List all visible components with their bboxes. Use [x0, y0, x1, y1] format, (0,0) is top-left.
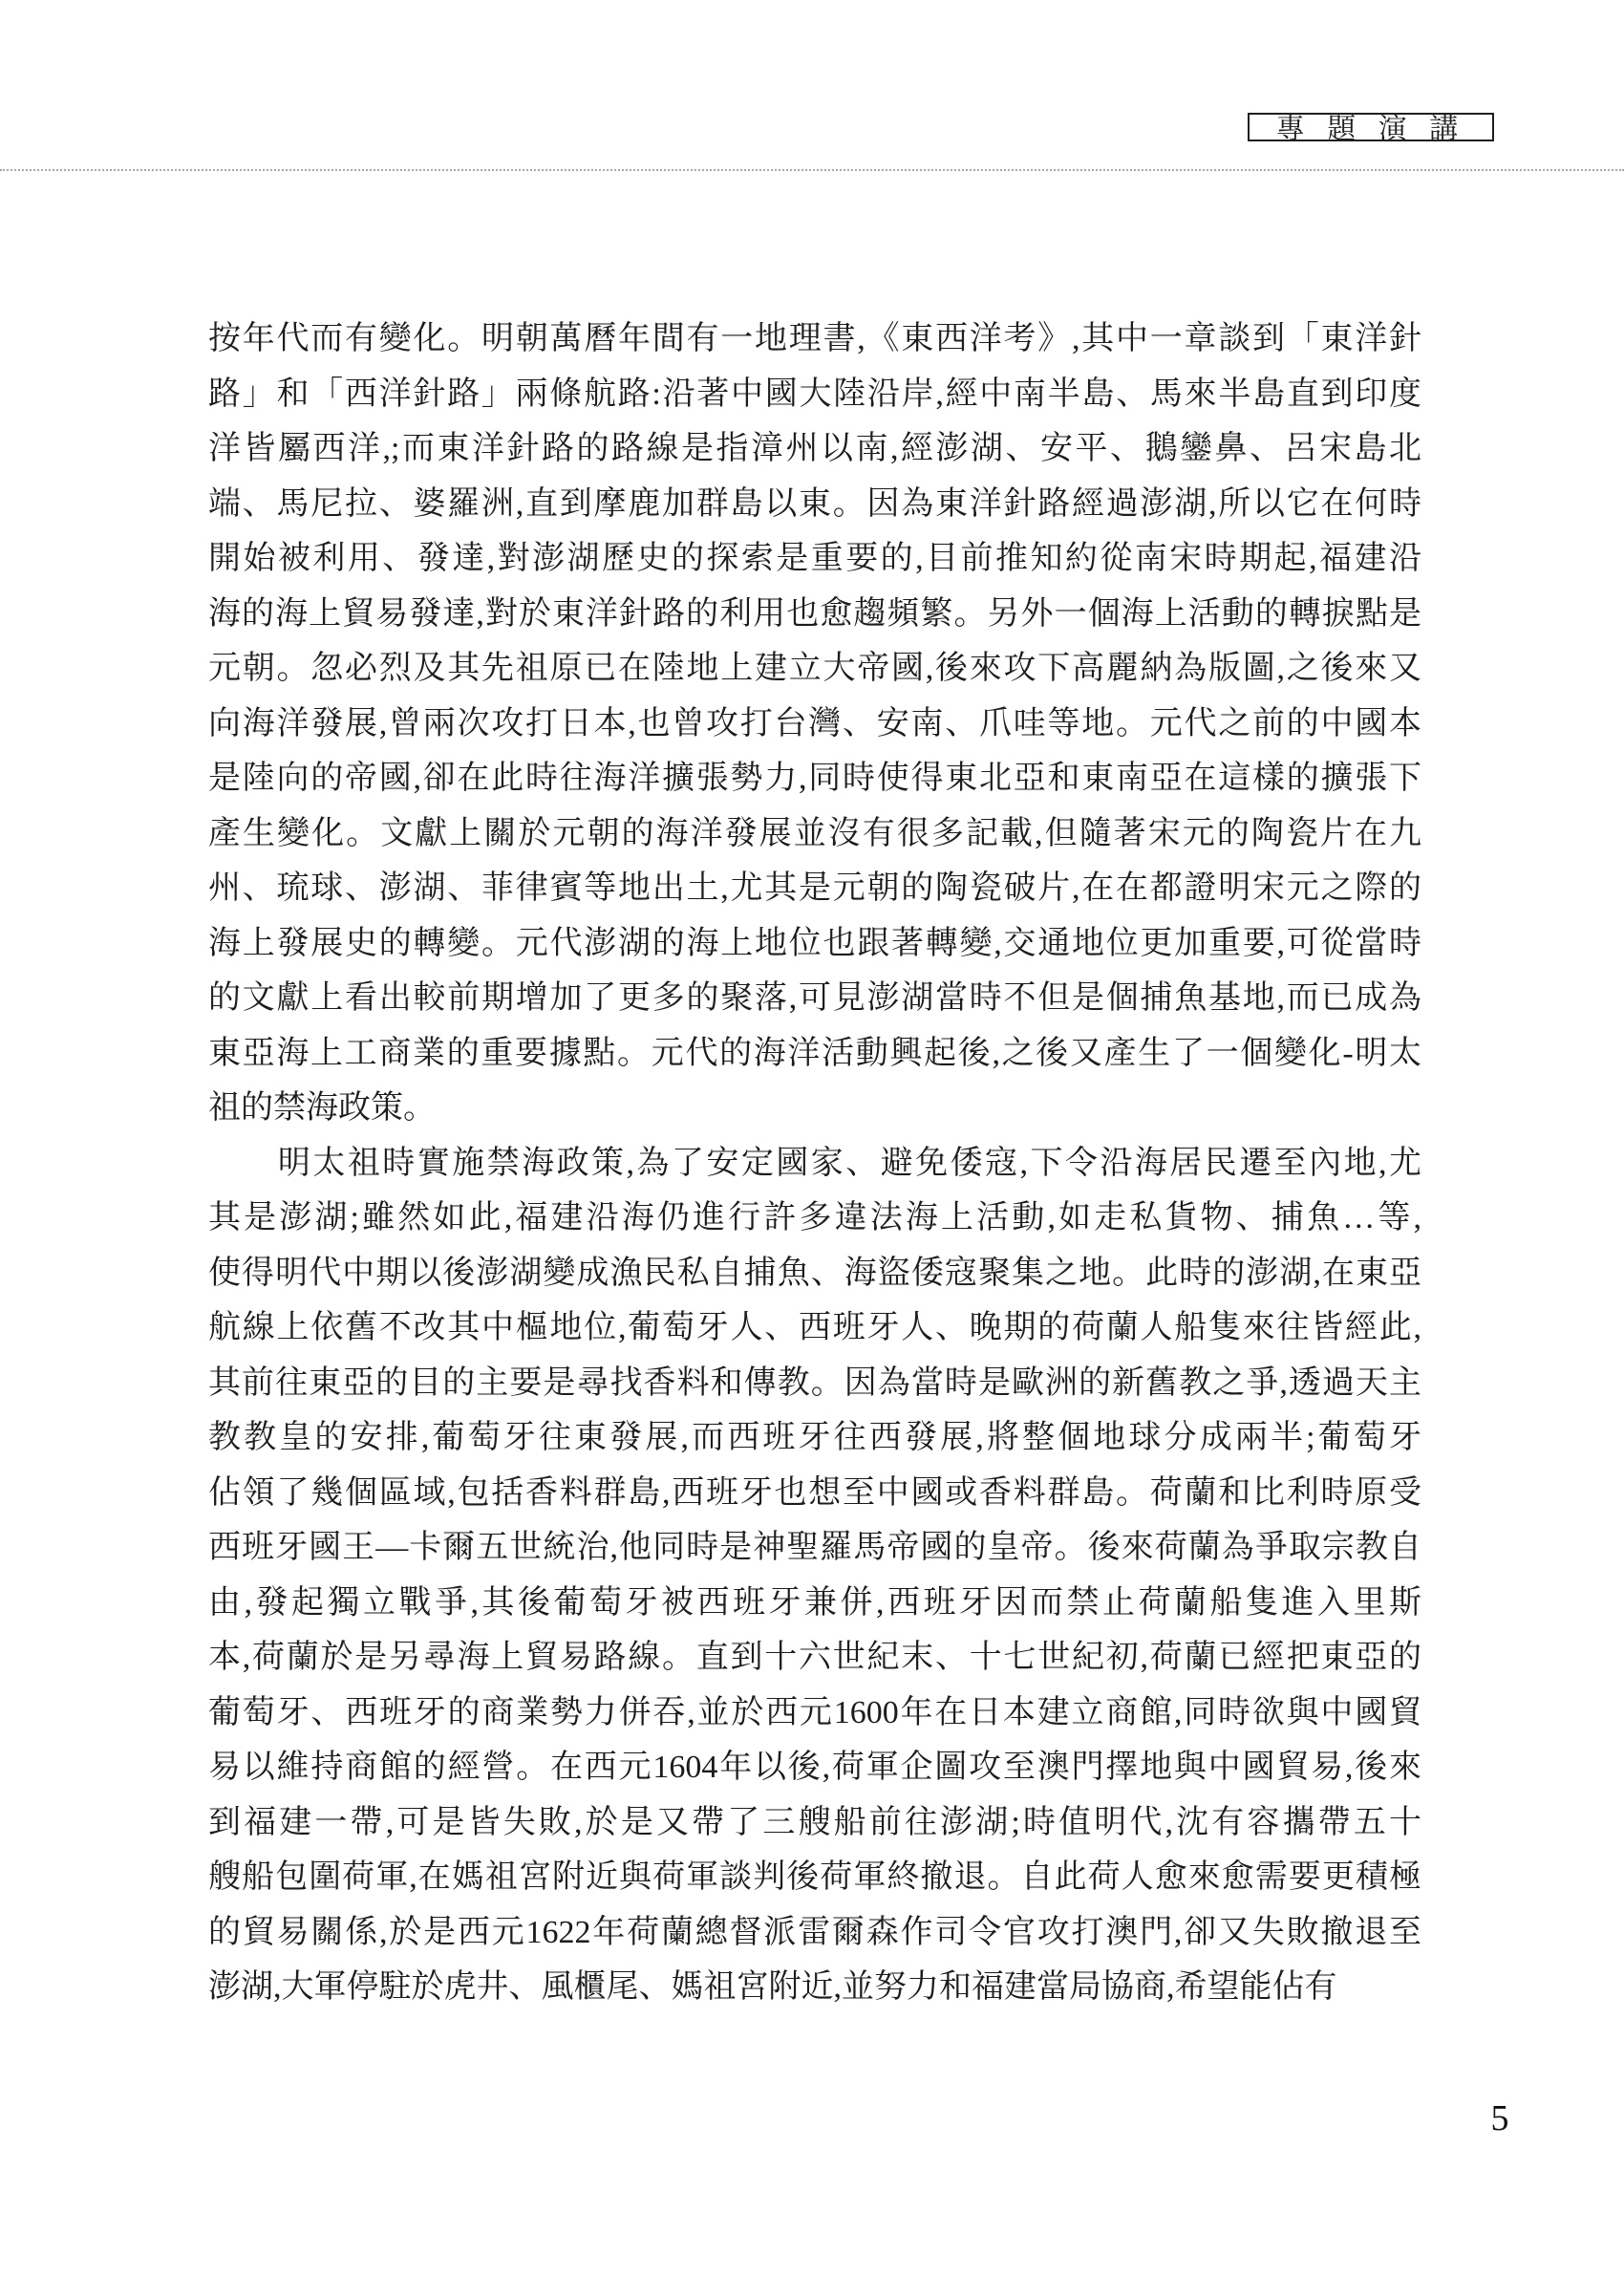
text-line: 艘船包圍荷軍,在媽祖宮附近與荷軍談判後荷軍終撤退。自此荷人愈來愈需要更積極 — [208, 1859, 1421, 1895]
text-line: 教教皇的安排,葡萄牙往東發展,而西班牙往西發展,將整個地球分成兩半;葡萄牙 — [208, 1420, 1421, 1455]
text-line: 明太祖時實施禁海政策,為了安定國家、避免倭寇,下令沿海居民遷至內地,尤 — [208, 1145, 1421, 1181]
text-line: 端、馬尼拉、婆羅洲,直到摩鹿加群島以東。因為東洋針路經過澎湖,所以它在何時 — [208, 485, 1421, 522]
text-line: 澎湖,大軍停駐於虎井、風櫃尾、媽祖宮附近,並努力和福建當局協商,希望能佔有 — [208, 1969, 1337, 2005]
text-line: 向海洋發展,曾兩次攻打日本,也曾攻打台灣、安南、爪哇等地。元代之前的中國本 — [208, 705, 1421, 741]
text-line: 其是澎湖;雖然如此,福建沿海仍進行許多違法海上活動,如走私貨物、捕魚…等, — [208, 1200, 1421, 1235]
text-line: 洋皆屬西洋,;而東洋針路的路線是指漳州以南,經澎湖、安平、鵝鑾鼻、呂宋島北 — [208, 431, 1421, 466]
dotted-divider — [0, 169, 1624, 171]
page-number: 5 — [1490, 2098, 1509, 2138]
text-line: 易以維持商館的經營。在西元1604年以後,荷軍企圖攻至澳門擇地與中國貿易,後來 — [208, 1750, 1421, 1785]
text-line: 其前往東亞的目的主要是尋找香料和傳教。因為當時是歐洲的新舊教之爭,透過天主 — [208, 1364, 1421, 1401]
text-line: 是陸向的帝國,卻在此時往海洋擴張勢力,同時使得東北亞和東南亞在這樣的擴張下 — [208, 761, 1421, 796]
text-line: 到福建一帶,可是皆失敗,於是又帶了三艘船前往澎湖;時值明代,沈有容攜帶五十 — [208, 1804, 1421, 1840]
text-line: 州、琉球、澎湖、菲律賓等地出土,尤其是元朝的陶瓷破片,在在都證明宋元之際的 — [208, 870, 1421, 906]
text-line: 海上發展史的轉變。元代澎湖的海上地位也跟著轉變,交通地位更加重要,可從當時 — [208, 925, 1421, 961]
text-line: 佔領了幾個區域,包括香料群島,西班牙也想至中國或香料群島。荷蘭和比利時原受 — [208, 1474, 1421, 1511]
text-line: 祖的禁海政策。 — [208, 1090, 436, 1126]
text-line: 由,發起獨立戰爭,其後葡萄牙被西班牙兼併,西班牙因而禁止荷蘭船隻進入里斯 — [208, 1584, 1421, 1621]
text-line: 使得明代中期以後澎湖變成漁民私自捕魚、海盜倭寇聚集之地。此時的澎湖,在東亞 — [208, 1255, 1421, 1291]
section-header-label: 專 題 演 講 — [1275, 114, 1466, 145]
text-line: 西班牙國王—卡爾五世統治,他同時是神聖羅馬帝國的皇帝。後來荷蘭為爭取宗教自 — [208, 1530, 1421, 1565]
text-line: 路」和「西洋針路」兩條航路:沿著中國大陸沿岸,經中南半島、馬來半島直到印度 — [208, 376, 1421, 412]
text-line: 本,荷蘭於是另尋海上貿易路線。直到十六世紀末、十七世紀初,荷蘭已經把東亞的 — [208, 1640, 1421, 1675]
text-line: 的貿易關係,於是西元1622年荷蘭總督派雷爾森作司令官攻打澳門,卻又失敗撤退至 — [208, 1914, 1421, 1950]
text-line: 葡萄牙、西班牙的商業勢力併吞,並於西元1600年在日本建立商館,同時欲與中國貿 — [208, 1694, 1421, 1730]
text-line: 元朝。忽必烈及其先祖原已在陸地上建立大帝國,後來攻下高麗納為版圖,之後來又 — [208, 651, 1421, 686]
text-line: 的文獻上看出較前期增加了更多的聚落,可見澎湖當時不但是個捕魚基地,而已成為 — [208, 980, 1421, 1016]
text-line: 產生變化。文獻上關於元朝的海洋發展並沒有很多記載,但隨著宋元的陶瓷片在九 — [208, 815, 1421, 851]
text-line: 開始被利用、發達,對澎湖歷史的探索是重要的,目前推知約從南宋時期起,福建沿 — [208, 541, 1421, 576]
text-line: 航線上依舊不改其中樞地位,葡萄牙人、西班牙人、晚期的荷蘭人船隻來往皆經此, — [208, 1310, 1421, 1345]
text-line: 按年代而有變化。明朝萬曆年間有一地理書,《東西洋考》,其中一章談到「東洋針 — [208, 321, 1421, 356]
paragraph-1 — [208, 311, 1421, 1136]
text-line: 海的海上貿易發達,對於東洋針路的利用也愈趨頻繁。另外一個海上活動的轉捩點是 — [208, 595, 1421, 632]
text-line: 東亞海上工商業的重要據點。元代的海洋活動興起後,之後又產生了一個變化-明太 — [208, 1035, 1421, 1071]
body-text — [208, 311, 1421, 2015]
section-header-box — [1248, 113, 1494, 145]
paragraph-2 — [208, 1136, 1421, 2015]
